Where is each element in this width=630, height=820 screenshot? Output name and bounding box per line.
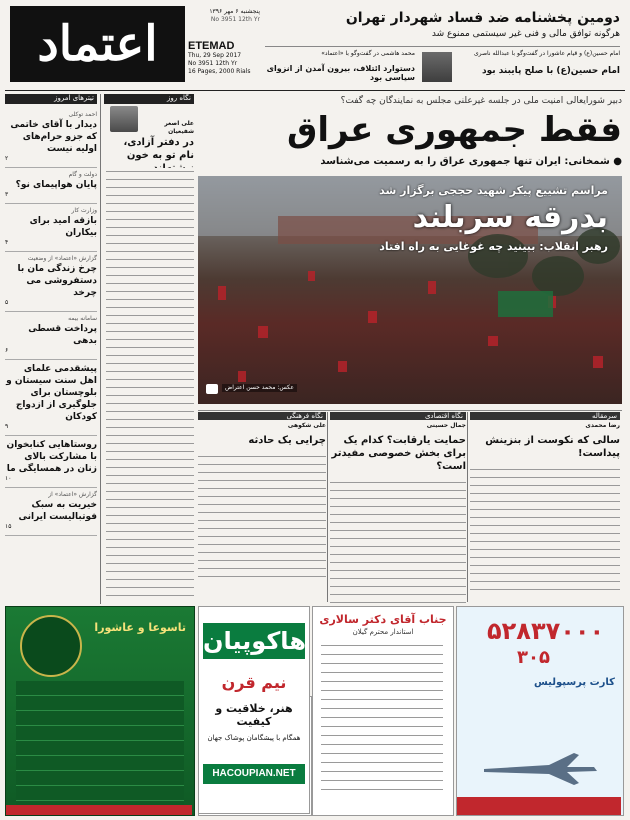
article-author: علی شکوهی — [287, 422, 326, 429]
index-item-page: ۳ — [5, 191, 9, 198]
index-item[interactable] — [5, 436, 97, 488]
camera-icon — [206, 384, 218, 394]
index-item-page: ۵ — [5, 299, 9, 306]
index-item-title: چرخ زندگی‌ مان با دستفروشی می‌ چرخد — [17, 264, 97, 298]
main-subhead-text: شمخانی: ایران تنها جمهوری عراق را به رسمیت می‌شناسد — [320, 156, 610, 167]
index-item[interactable] — [5, 168, 97, 204]
editorial-column — [104, 94, 194, 604]
divider — [265, 46, 620, 47]
article-section-label: سرمقاله — [470, 412, 620, 420]
index-item-kicker: دولت و گام — [68, 171, 97, 178]
issue-line: No 3951 12th Yr — [210, 16, 260, 23]
index-item-title: پیشقدمی علمای اهل سنت سیستان و بلوچستان برای جلوگیری از ازدواج کودکان — [6, 364, 97, 422]
index-item-kicker: احمد توکلی — [68, 111, 97, 118]
editorial-label-text: نگاه روز — [167, 94, 191, 102]
index-item[interactable] — [5, 312, 97, 360]
masthead — [0, 0, 630, 92]
mourning-emblem — [20, 615, 82, 677]
index-item-kicker: سامانه بیمه — [68, 315, 97, 322]
hacoupian-url[interactable]: HACOUPIAN.NET — [203, 764, 305, 784]
index-item-page: ۹ — [5, 423, 9, 430]
top-headline-sub: هرگونه توافق مالی و فنی غیر سیستمی ممنوع شد — [431, 29, 620, 39]
index-list — [5, 108, 97, 536]
top-headline-3-title: دستوارد ائتلاف، بیرون آمدن از انزوای سیاسی بود — [266, 64, 415, 82]
index-item-kicker: گزارش «اعتماد» از وضعیت — [27, 255, 97, 262]
latin-issue: No 3951 12th Yr — [188, 60, 238, 67]
editorial-body — [106, 168, 194, 598]
article-body — [330, 479, 466, 609]
index-item[interactable] — [5, 488, 97, 536]
mourning-ad-label: تاسوعا و عاشورا — [94, 621, 186, 634]
column-rule — [467, 412, 468, 602]
hacoupian-slogan: هنر، خلاقیت و کیفیت — [215, 702, 293, 728]
column-rule — [327, 412, 328, 602]
hacoupian-brand: هاكوپيان — [203, 623, 305, 659]
article-title: چرایی یک حادثه — [248, 435, 326, 446]
top-headline-1[interactable] — [265, 10, 620, 39]
photo-headline: بدرقه سربلند — [412, 200, 608, 235]
masthead-bottom-rule — [5, 90, 625, 91]
index-item-page: ۱۰ — [5, 475, 12, 482]
salari-body — [321, 641, 443, 791]
date-block — [188, 8, 260, 38]
index-item[interactable] — [5, 360, 97, 436]
editorial-title[interactable]: در دفتر آزادی، نام تو به خون — [123, 137, 194, 161]
photo-credit: عکس: محمد حسن اعتراض — [222, 384, 297, 392]
top-headline-3-line: محمد هاشمی در گفت‌وگو با «اعتماد» — [321, 50, 415, 57]
latin-price: 16 Pages, 2000 Rials — [188, 68, 251, 75]
index-item[interactable] — [5, 204, 97, 252]
travel-ext: ۳۰۵ — [517, 647, 550, 668]
article-body — [198, 453, 326, 583]
salari-sub: استاندار محترم گیلان — [352, 628, 414, 636]
date-persian: پنجشنبه ۶ مهر ۱۳۹۶ — [209, 8, 260, 15]
hacoupian-line: همگام با پیشگامان پوشاک جهان — [207, 734, 301, 742]
index-item-title: پایان هواپیمای نو؟ — [15, 180, 97, 190]
index-item-title: خیریت به سبک فوتبالیست ایرانی — [18, 500, 97, 522]
index-item-page: ۶ — [5, 347, 9, 354]
author-photo-1 — [422, 52, 452, 82]
index-item-title: پرداخت قسطی بدهی — [28, 324, 97, 346]
mourning-red-band — [6, 805, 192, 815]
editorial-author-photo — [110, 106, 138, 132]
top-headline-2-title: امام حسین(ع) با صلح پایبند بود — [481, 66, 620, 76]
airplane-icon — [479, 747, 599, 787]
bottom-rule — [198, 410, 622, 411]
salari-title: جناب آقای دکتر سالاری — [319, 613, 447, 626]
main-kicker: دبیر شورایعالی امنیت ملی در جلسه غیرعلنی مجلس به نمایندگان چه گفت؟ — [340, 96, 622, 106]
latin-name: ETEMAD — [188, 40, 235, 52]
newspaper-logo[interactable] — [10, 6, 185, 82]
article-title: سالی که نکوست از بنزینش پیداست! — [485, 435, 620, 459]
photo-caption-top: مراسم تشییع پیکر شهید حججی برگزار شد — [379, 184, 608, 197]
photo-subhead: رهبر انقلاب: ببینید چه غوغایی به راه افتاد — [379, 240, 608, 253]
article-author: جمال حسینی — [426, 422, 466, 429]
main-subhead — [198, 156, 622, 167]
editorial-label — [104, 94, 194, 104]
index-item-kicker: گزارش «اعتماد» از — [48, 491, 97, 498]
travel-name: کارت پرسپولیس — [534, 677, 615, 688]
bullet-icon: ● — [613, 156, 622, 167]
salari-ad[interactable] — [312, 606, 454, 816]
mourning-ad[interactable] — [5, 606, 195, 816]
travel-phone: ۵۲۸۳۷۰۰۰ — [487, 617, 605, 645]
top-headline-2-line: امام حسین(ع) و قیام عاشورا در گفت‌وگو با عبدالله ناصری — [473, 50, 620, 57]
travel-ad[interactable] — [456, 606, 624, 816]
bottom-article[interactable] — [198, 412, 326, 602]
index-item-page: ۱۵ — [5, 523, 12, 530]
index-item-kicker: وزارت کار — [71, 207, 97, 214]
bottom-article[interactable] — [470, 412, 620, 602]
left-index-column — [5, 94, 97, 604]
index-item-title: بازقه امید برای بیکاران — [29, 216, 97, 238]
index-item-title: دیدار با آقای خاتمی که جزو حرام‌های اولیه نیست — [10, 120, 97, 154]
article-section-label: نگاه فرهنگی — [198, 412, 326, 420]
article-body — [470, 466, 620, 596]
hacoupian-half: نیم قرن — [221, 673, 287, 692]
editorial-author: علی اصغر شفیعیان — [164, 120, 194, 135]
index-item[interactable] — [5, 252, 97, 312]
index-item-page: ۴ — [5, 239, 9, 246]
index-item[interactable] — [5, 108, 97, 168]
bottom-article[interactable] — [330, 412, 466, 602]
main-headline[interactable]: فقط جمهوری عراق — [286, 110, 622, 150]
logo-text: اعتماد — [37, 16, 158, 72]
index-item-page: ۲ — [5, 155, 9, 162]
column-rule — [100, 94, 101, 604]
index-header — [5, 94, 97, 104]
article-author: رضا محمدی — [585, 422, 620, 429]
mourning-portraits — [16, 681, 184, 805]
top-headline-3[interactable] — [265, 50, 415, 82]
latin-date: Thu, 29 Sep 2017 — [188, 52, 242, 59]
article-title: حمایت یارقابت؟ کدام یک برای بخش خصوصی مفیدتر است؟ — [331, 435, 466, 472]
article-section-label: نگاه اقتصادی — [330, 412, 466, 420]
index-header-label: تیترهای امروز — [54, 94, 94, 102]
main-story — [198, 94, 622, 406]
index-item-title: روستاهایی کنابخوان با مشارکت بالای زنان در همسایگی ما — [6, 440, 97, 474]
top-headline-title: دومین پخشنامه ضد فساد شهردار تهران — [345, 10, 620, 26]
hacoupian-content[interactable] — [198, 606, 310, 814]
travel-bottom-band — [457, 797, 621, 815]
latin-info — [188, 40, 260, 76]
funeral-photo[interactable] — [198, 176, 622, 404]
